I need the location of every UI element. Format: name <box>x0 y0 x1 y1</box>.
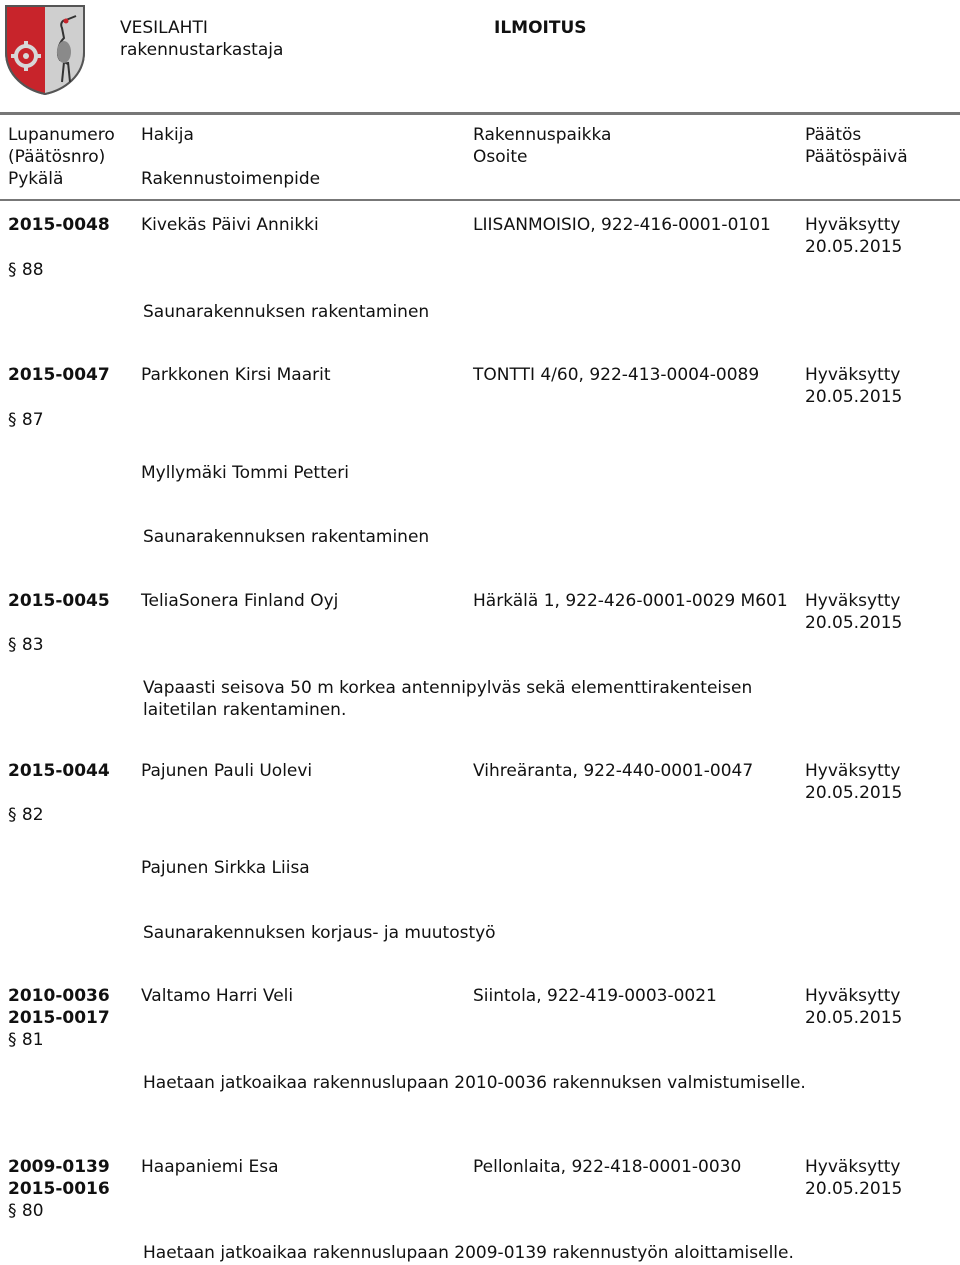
document-type: ILMOITUS <box>494 18 587 38</box>
permit-number: 2009-0139 <box>8 1157 110 1177</box>
org-name: VESILAHTI <box>120 18 208 38</box>
building-site: Pellonlaita, 922-418-0001-0030 <box>473 1157 742 1177</box>
permit-number: 2015-0045 <box>8 591 110 611</box>
section-number: § 82 <box>8 805 44 825</box>
decision: Hyväksytty <box>805 761 901 781</box>
decision-date: 20.05.2015 <box>805 783 903 803</box>
decision-date: 20.05.2015 <box>805 613 903 633</box>
section-value: 82 <box>21 805 44 825</box>
applicant-name: Kivekäs Päivi Annikki <box>141 215 319 235</box>
building-operation: Saunarakennuksen rakentaminen <box>143 302 430 322</box>
decision: Hyväksytty <box>805 986 901 1006</box>
section-number: § 83 <box>8 635 44 655</box>
header-rule-top <box>0 112 960 115</box>
building-operation: Saunarakennuksen rakentaminen <box>143 527 430 547</box>
section-value: 80 <box>21 1201 44 1221</box>
section-value: 88 <box>21 260 44 280</box>
section-number: § 81 <box>8 1030 44 1050</box>
applicant-name: TeliaSonera Finland Oyj <box>141 591 339 611</box>
column-label: Hakija <box>141 125 194 145</box>
section-number: § 80 <box>8 1201 44 1221</box>
decision-number: 2015-0016 <box>8 1179 110 1199</box>
building-site: Härkälä 1, 922-426-0001-0029 M601 <box>473 591 788 611</box>
section-number: § 87 <box>8 410 44 430</box>
permit-number: 2015-0044 <box>8 761 110 781</box>
building-site: Vihreäranta, 922-440-0001-0047 <box>473 761 754 781</box>
header-rule-bottom <box>0 199 960 201</box>
column-label: Rakennuspaikka <box>473 125 612 145</box>
column-label: Osoite <box>473 147 528 167</box>
decision: Hyväksytty <box>805 1157 901 1177</box>
applicant-name: Parkkonen Kirsi Maarit <box>141 365 331 385</box>
column-label: Päätöspäivä <box>805 147 908 167</box>
coat-of-arms-logo <box>4 4 86 96</box>
section-value: 87 <box>21 410 44 430</box>
org-unit: rakennustarkastaja <box>120 40 284 60</box>
building-site: LIISANMOISIO, 922-416-0001-0101 <box>473 215 771 235</box>
permit-number: 2015-0047 <box>8 365 110 385</box>
column-label: Lupanumero <box>8 125 115 145</box>
decision-number: 2015-0017 <box>8 1008 110 1028</box>
applicant-name: Haapaniemi Esa <box>141 1157 279 1177</box>
decision: Hyväksytty <box>805 215 901 235</box>
co-applicant-name: Pajunen Sirkka Liisa <box>141 858 310 878</box>
section-value: 81 <box>21 1030 44 1050</box>
building-operation: Vapaasti seisova 50 m korkea antennipylväs sekä elementtirakenteisen laitetilan rakentaminen. <box>143 678 753 720</box>
decision-date: 20.05.2015 <box>805 387 903 407</box>
section-number: § 88 <box>8 260 44 280</box>
decision-date: 20.05.2015 <box>805 1179 903 1199</box>
building-operation: Saunarakennuksen korjaus- ja muutostyö <box>143 923 496 943</box>
building-operation: Haetaan jatkoaikaa rakennuslupaan 2009-0139 rakennustyön aloittamiselle. <box>143 1243 794 1263</box>
column-label: (Päätösnro) <box>8 147 106 167</box>
decision: Hyväksytty <box>805 591 901 611</box>
applicant-name: Valtamo Harri Veli <box>141 986 294 1006</box>
decision-date: 20.05.2015 <box>805 237 903 257</box>
permit-number: 2015-0048 <box>8 215 110 235</box>
column-label: Päätös <box>805 125 862 145</box>
decision: Hyväksytty <box>805 365 901 385</box>
column-label: Rakennustoimenpide <box>141 169 321 189</box>
building-operation: Haetaan jatkoaikaa rakennuslupaan 2010-0036 rakennuksen valmistumiselle. <box>143 1073 806 1093</box>
decision-date: 20.05.2015 <box>805 1008 903 1028</box>
building-site: TONTTI 4/60, 922-413-0004-0089 <box>473 365 760 385</box>
section-value: 83 <box>21 635 44 655</box>
column-label: Pykälä <box>8 169 64 189</box>
permit-number: 2010-0036 <box>8 986 110 1006</box>
co-applicant-name: Myllymäki Tommi Petteri <box>141 463 349 483</box>
applicant-name: Pajunen Pauli Uolevi <box>141 761 313 781</box>
building-site: Siintola, 922-419-0003-0021 <box>473 986 717 1006</box>
